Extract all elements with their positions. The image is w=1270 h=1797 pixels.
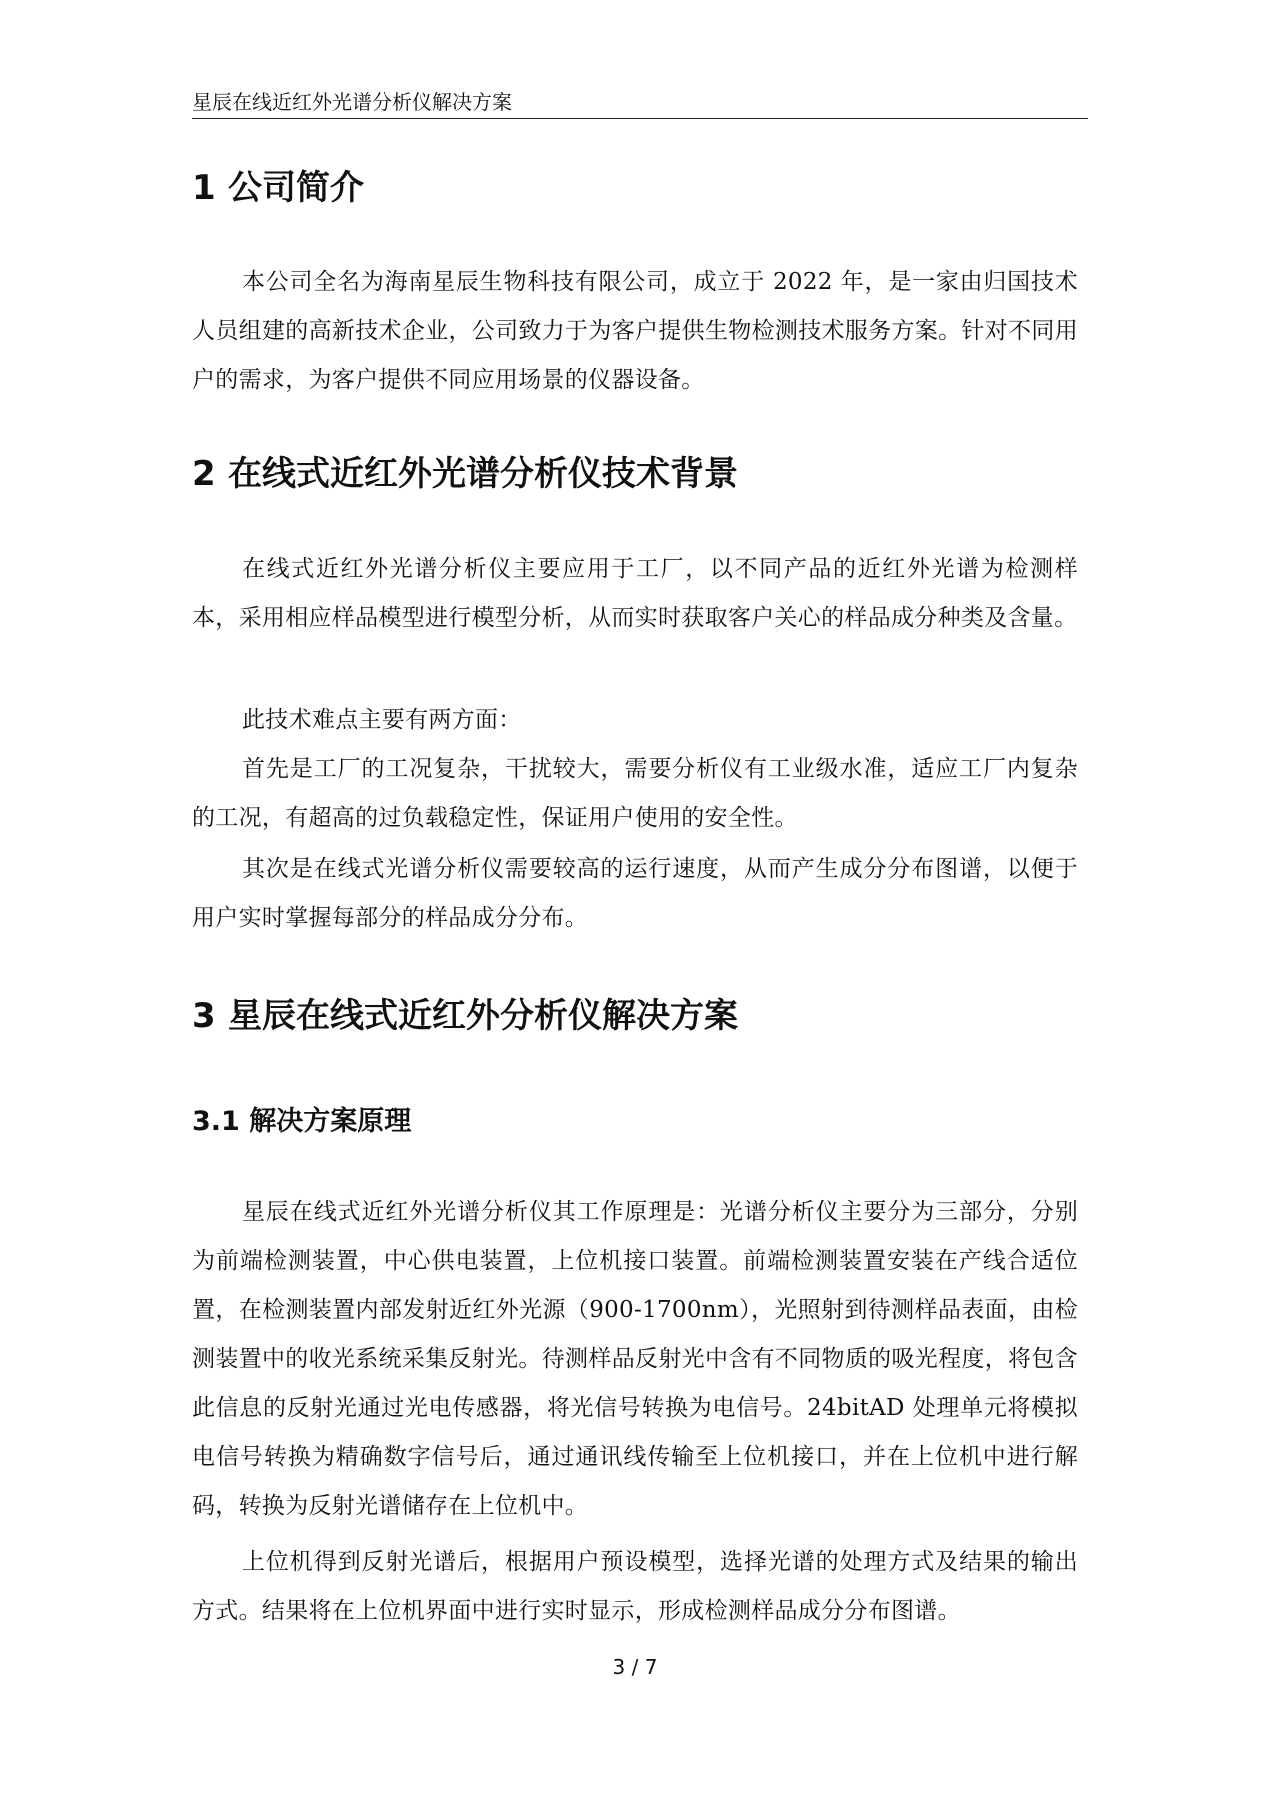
section-2-paragraph-1: 在线式近红外光谱分析仪主要应用于工厂，以不同产品的近红外光谱为检测样本，采用相应样品模型进行模型分析，从而实时获取客户关心的样品成分种类及含量。 [192, 556, 1078, 631]
header-rule [192, 118, 1088, 119]
section-title: 在线式近红外光谱分析仪技术背景 [228, 454, 738, 494]
subsection-3-1-paragraph-2: 上位机得到反射光谱后，根据用户预设模型，选择光谱的处理方式及结果的输出方式。结果将在上位机界面中进行实时显示，形成检测样品成分分布图谱。 [192, 1549, 1078, 1624]
section-2-heading [192, 452, 738, 496]
running-header: 星辰在线近红外光谱分析仪解决方案 [192, 90, 512, 114]
section-number: 3 [192, 996, 216, 1036]
section-title: 星辰在线式近红外分析仪解决方案 [228, 996, 738, 1036]
page-number: 3 / 7 [612, 1655, 658, 1679]
subsection-3-1-heading [192, 1104, 411, 1140]
subsection-3-1-paragraph-1: 星辰在线式近红外光谱分析仪其工作原理是：光谱分析仪主要分为三部分，分别为前端检测装置，中心供电装置，上位机接口装置。前端检测装置安装在产线合适位置，在检测装置内部发射近红外光源（900-1700nm），光照射到待测样品表面，由检测装置中的收光系统采集反射光。待测样品反射光中含有不同物质的吸光程度，将包含此信息的反射光通过光电传感器，将光信号转换为电信号。24bitAD 处理单元将模拟电信号转换为精确数字信号后，通过通讯线传输至上位机接口，并在上位机中进行解码，转换为反射光谱储存在上位机中。 [192, 1199, 1078, 1519]
section-2-paragraph-2: 此技术难点主要有两方面： [242, 707, 522, 733]
section-title: 公司简介 [228, 168, 364, 208]
section-number: 1 [192, 168, 216, 208]
subsection-number: 3.1 [192, 1106, 240, 1137]
section-number: 2 [192, 454, 216, 494]
section-2-paragraph-4: 其次是在线式光谱分析仪需要较高的运行速度，从而产生成分分布图谱，以便于用户实时掌握每部分的样品成分分布。 [192, 856, 1078, 931]
subsection-title: 解决方案原理 [249, 1106, 412, 1137]
section-2-paragraph-3: 首先是工厂的工况复杂，干扰较大，需要分析仪有工业级水准，适应工厂内复杂的工况，有超高的过负载稳定性，保证用户使用的安全性。 [192, 756, 1078, 831]
section-3-heading [192, 994, 738, 1038]
section-1-heading [192, 166, 364, 210]
section-1-paragraph-1: 本公司全名为海南星辰生物科技有限公司，成立于 2022 年，是一家由归国技术人员组建的高新技术企业，公司致力于为客户提供生物检测技术服务方案。针对不同用户的需求，为客户提供不同应用场景的仪器设备。 [192, 269, 1078, 393]
